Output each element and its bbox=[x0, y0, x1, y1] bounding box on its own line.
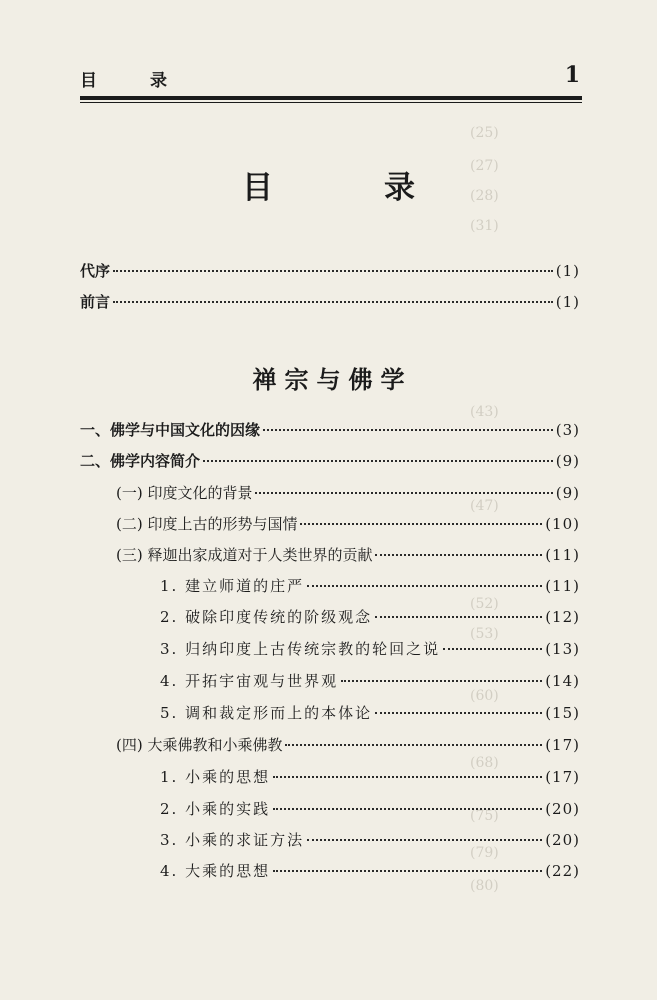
dot-leader bbox=[273, 869, 542, 872]
toc-entry bbox=[80, 417, 580, 443]
header-page-number: 1 bbox=[564, 62, 580, 88]
bleed-through-text: (53) bbox=[470, 626, 499, 642]
dot-leader bbox=[273, 807, 542, 810]
toc-entry-label: 3. 归纳印度上古传统宗教的轮回之说 bbox=[160, 640, 441, 658]
dot-leader bbox=[375, 553, 542, 556]
toc-entry-page: (3) bbox=[555, 421, 580, 439]
dot-leader bbox=[285, 743, 542, 746]
bleed-through-text: (43) bbox=[470, 404, 499, 420]
toc-entry bbox=[116, 542, 580, 568]
toc-entry-label: (二) 印度上古的形势与国情 bbox=[116, 515, 298, 533]
toc-entry-label: 前言 bbox=[80, 293, 111, 311]
toc-entry-page: (17) bbox=[545, 768, 580, 786]
dot-leader bbox=[375, 711, 542, 714]
toc-entry bbox=[160, 796, 580, 822]
toc-entry bbox=[80, 258, 580, 284]
bleed-through-text: (68) bbox=[470, 755, 499, 771]
bleed-through-text: (75) bbox=[470, 808, 499, 824]
toc-entry bbox=[160, 636, 580, 662]
toc-entry bbox=[80, 448, 580, 474]
toc-entry-label: 5. 调和裁定形而上的本体论 bbox=[160, 704, 373, 722]
toc-entry bbox=[160, 827, 580, 853]
dot-leader bbox=[307, 584, 542, 587]
dot-leader bbox=[113, 300, 553, 303]
dot-leader bbox=[273, 775, 542, 778]
dot-leader bbox=[255, 491, 552, 494]
toc-entry bbox=[116, 511, 580, 537]
toc-entry-label: 4. 大乘的思想 bbox=[160, 862, 271, 880]
bleed-through-text: (80) bbox=[470, 878, 499, 894]
toc-entry-page: (11) bbox=[545, 577, 580, 595]
dot-leader bbox=[203, 459, 553, 462]
toc-entry-label: 4. 开拓宇宙观与世界观 bbox=[160, 672, 339, 690]
bleed-through-text: (27) bbox=[470, 158, 499, 174]
dot-leader bbox=[375, 615, 542, 618]
header-rule-thick bbox=[80, 96, 582, 100]
dot-leader bbox=[443, 647, 542, 650]
toc-entry-page: (15) bbox=[545, 704, 580, 722]
toc-entry-page: (1) bbox=[555, 293, 580, 311]
toc-entry-label: (一) 印度文化的背景 bbox=[116, 484, 253, 502]
page-title: 目 录 bbox=[242, 170, 455, 206]
header-rule-thin bbox=[80, 102, 582, 103]
toc-entry-page: (13) bbox=[545, 640, 580, 658]
toc-entry-page: (9) bbox=[555, 484, 580, 502]
toc-entry-page: (22) bbox=[545, 862, 580, 880]
toc-entry-label: 3. 小乘的求证方法 bbox=[160, 831, 305, 849]
toc-entry bbox=[116, 480, 580, 506]
toc-entry-page: (20) bbox=[545, 800, 580, 818]
toc-entry-label: 1. 小乘的思想 bbox=[160, 768, 271, 786]
toc-entry-page: (20) bbox=[545, 831, 580, 849]
toc-entry-page: (14) bbox=[545, 672, 580, 690]
toc-entry-page: (9) bbox=[555, 452, 580, 470]
bleed-through-text: (28) bbox=[470, 188, 499, 204]
toc-entry bbox=[160, 604, 580, 630]
toc-entry bbox=[160, 700, 580, 726]
dot-leader bbox=[300, 522, 542, 525]
toc-entry-label: 2. 小乘的实践 bbox=[160, 800, 271, 818]
toc-entry-label: 1. 建立师道的庄严 bbox=[160, 577, 305, 595]
dot-leader bbox=[307, 838, 542, 841]
bleed-through-text: (52) bbox=[470, 596, 499, 612]
toc-entry-page: (11) bbox=[545, 546, 580, 564]
toc-entry-label: (四) 大乘佛教和小乘佛教 bbox=[116, 736, 283, 754]
toc-entry-label: 二、佛学内容简介 bbox=[80, 452, 201, 470]
dot-leader bbox=[341, 679, 542, 682]
bleed-through-text: (60) bbox=[470, 688, 499, 704]
bleed-through-text: (47) bbox=[470, 498, 499, 514]
bleed-through-text: (25) bbox=[470, 125, 499, 141]
toc-entry bbox=[160, 858, 580, 884]
toc-entry-label: 2. 破除印度传统的阶级观念 bbox=[160, 608, 373, 626]
bleed-through-text: (79) bbox=[470, 845, 499, 861]
toc-entry-page: (10) bbox=[545, 515, 580, 533]
toc-entry-page: (17) bbox=[545, 736, 580, 754]
header-section-name: 目 录 bbox=[80, 71, 185, 91]
dot-leader bbox=[113, 269, 553, 272]
section-title: 禅宗与佛学 bbox=[252, 366, 413, 394]
toc-entry bbox=[80, 289, 580, 315]
toc-entry bbox=[160, 573, 580, 599]
toc-entry-label: 一、佛学与中国文化的因缘 bbox=[80, 421, 261, 439]
toc-entry bbox=[160, 668, 580, 694]
toc-entry-page: (12) bbox=[545, 608, 580, 626]
toc-entry-page: (1) bbox=[555, 262, 580, 280]
dot-leader bbox=[263, 428, 553, 431]
toc-entry-label: 代序 bbox=[80, 262, 111, 280]
toc-entry bbox=[160, 764, 580, 790]
running-header bbox=[80, 62, 580, 94]
toc-entry bbox=[116, 732, 580, 758]
bleed-through-text: (31) bbox=[470, 218, 499, 234]
toc-entry-label: (三) 释迦出家成道对于人类世界的贡献 bbox=[116, 546, 373, 564]
